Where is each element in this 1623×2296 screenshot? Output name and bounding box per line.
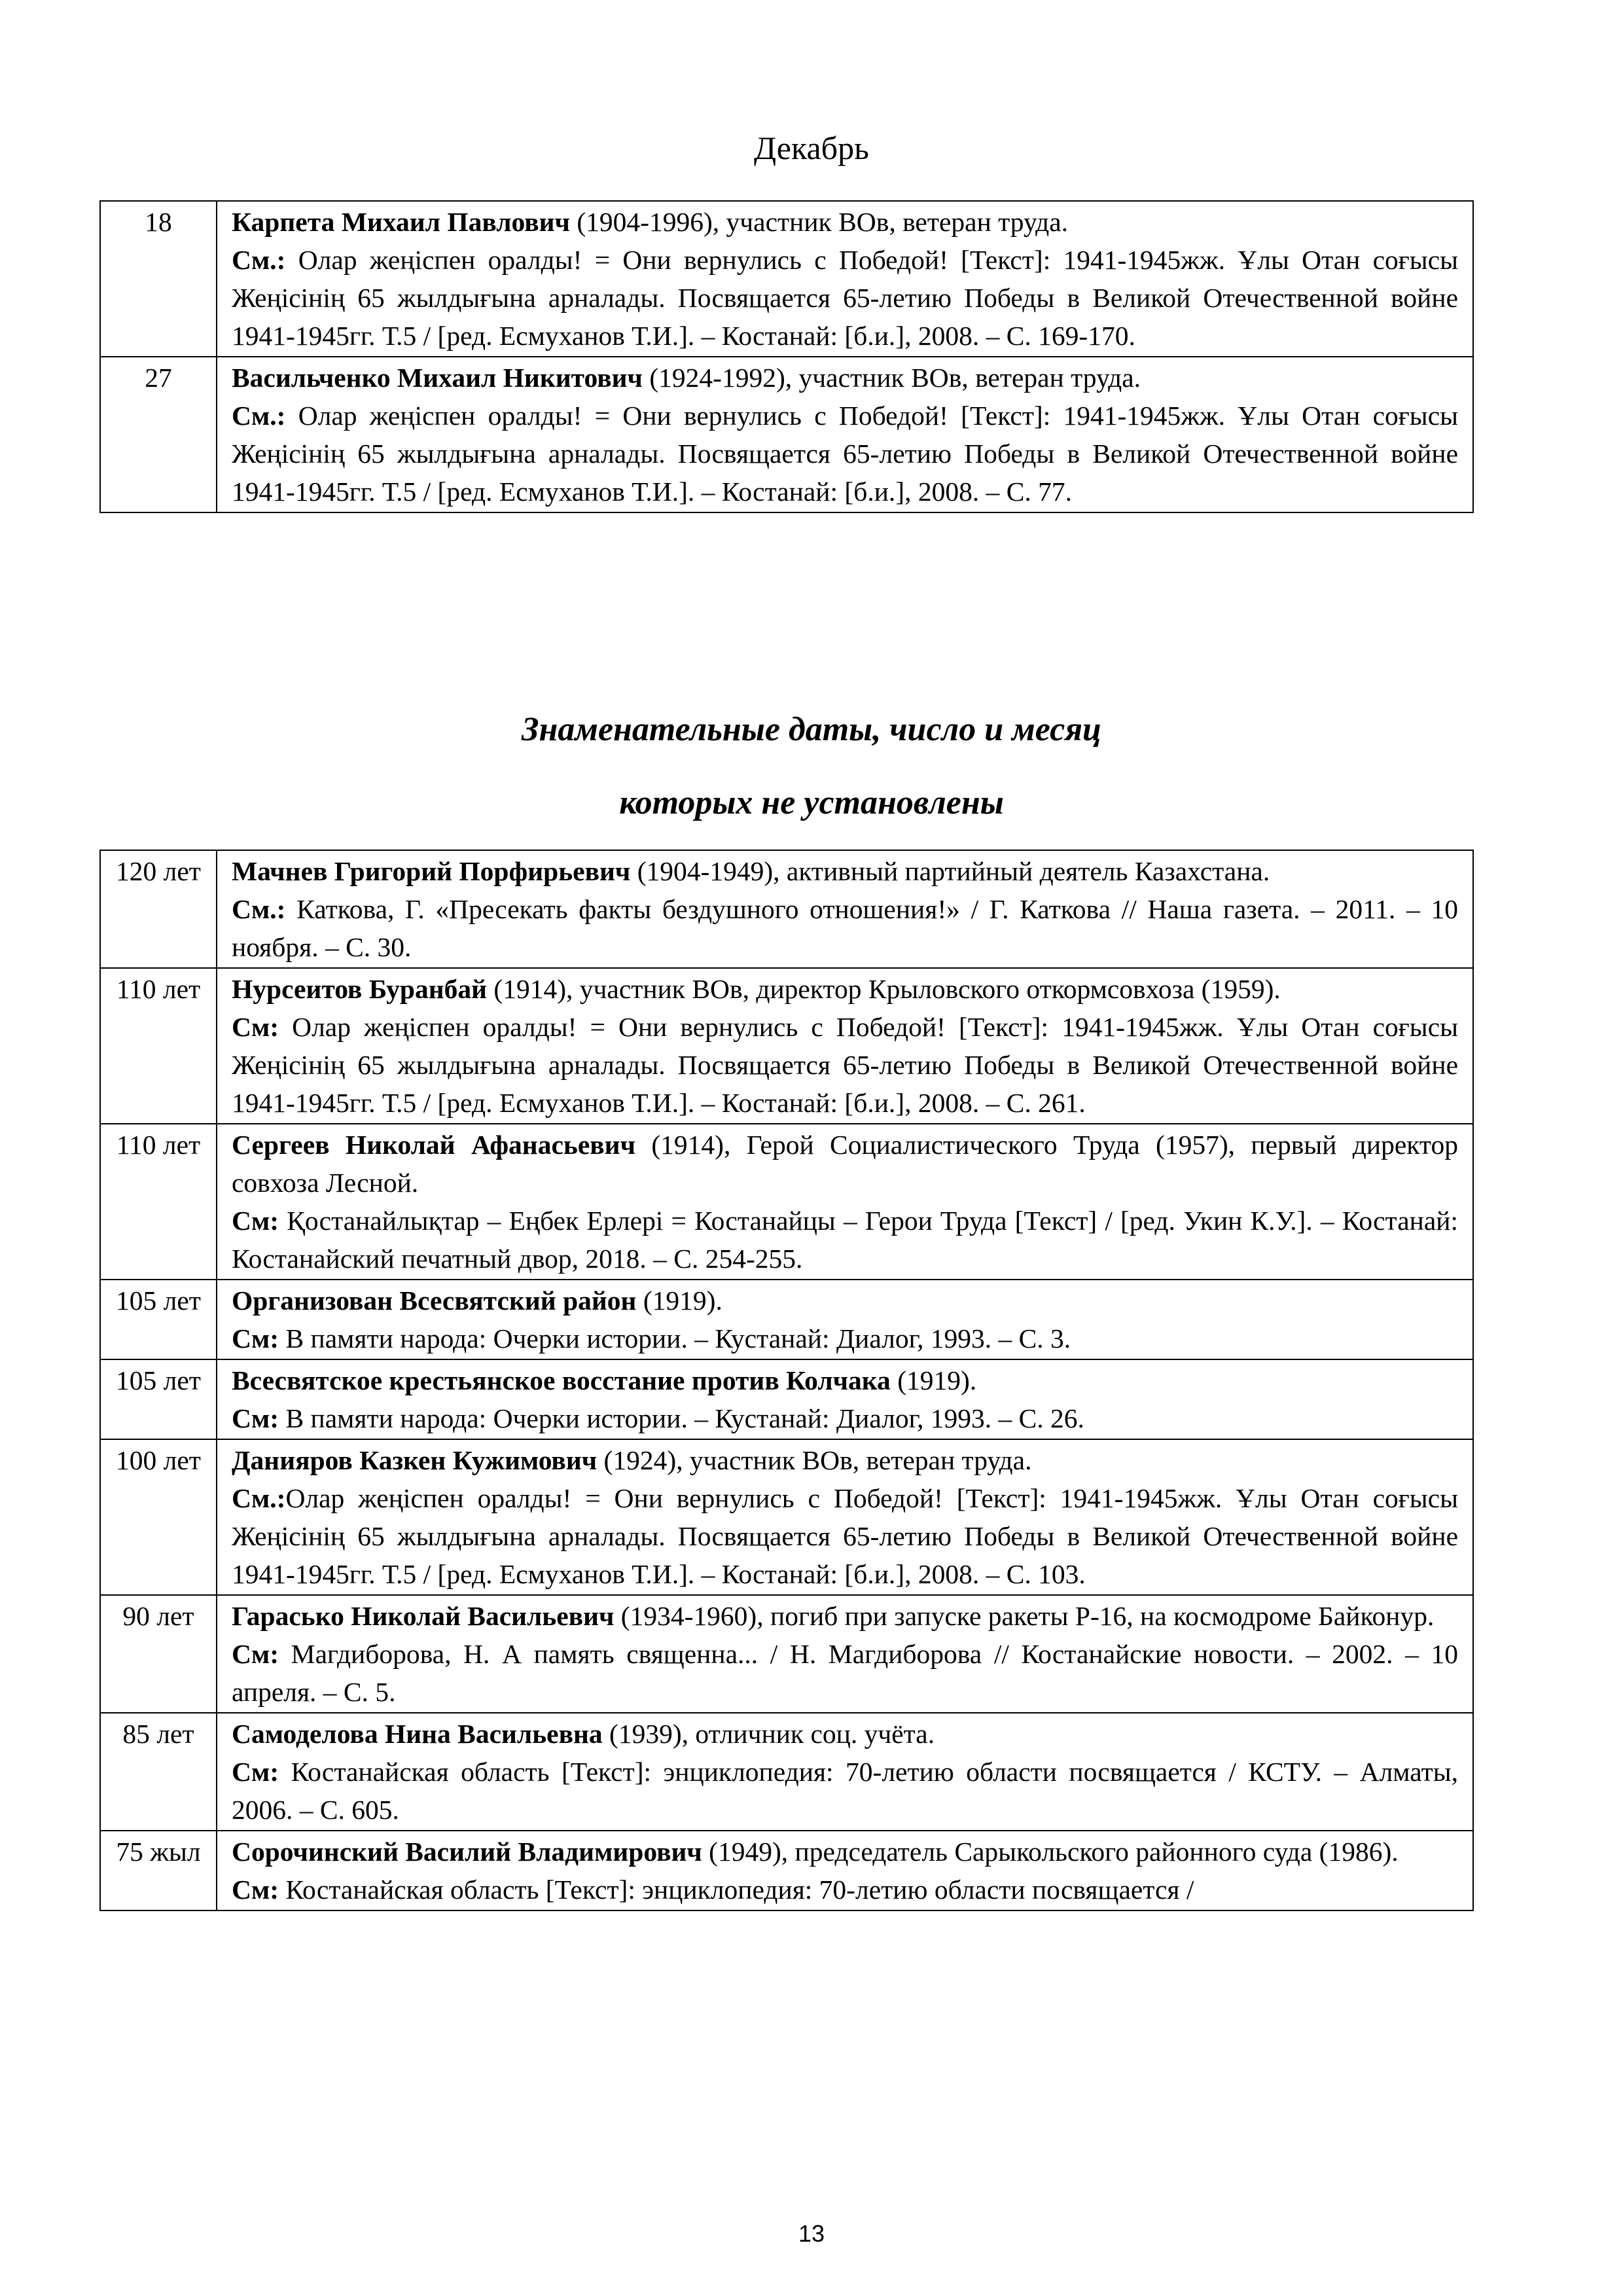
entry-description: (1914), участник ВОв, директор Крыловского откормсовхоза (1959). [487,974,1281,1004]
entry-name: Данияров Казкен Кужимович [232,1445,597,1475]
entry-description: (1904-1996), участник ВОв, ветеран труда. [569,207,1069,237]
entry-text [217,1595,1473,1713]
table-row [100,1359,1473,1439]
see-label: См.: [232,894,286,924]
entry-date: 85 лет [100,1713,217,1831]
see-reference: Олар жеңіспен оралды! = Они вернулись с Победой! [Текст]: 1941-1945жж. Ұлы Отан соғысы Жеңісінің 65 жылдығына арналады. Посвящается 65-летию Победы в Великой Отечественной войне 1941-1945гг. Т.5 / [ред. Есмуханов Т.И.]. – Костанай: [б.и.], 2008. – С. 77. [232,401,1458,507]
entry-name: Васильченко Михаил Никитович [232,363,643,393]
entry-date: 105 лет [100,1359,217,1439]
entry-text [217,1831,1473,1910]
see-label: См: [232,1403,279,1433]
see-reference: Каткова, Г. «Пресекать факты бездушного отношения!» / Г. Каткова // Наша газета. – 2011. – 10 ноября. – С. 30. [232,894,1458,962]
entry-description: (1919). [636,1285,722,1316]
entry-description: (1924), участник ВОв, ветеран труда. [597,1445,1032,1475]
entry-name: Самоделова Нина Васильевна [232,1719,603,1749]
entry-name: Гарасько Николай Васильевич [232,1601,615,1631]
entry-text [217,1124,1473,1280]
entry-description: (1949), председатель Сарыкольского районного суда (1986). [702,1837,1399,1867]
entry-name: Организован Всесвятский район [232,1285,637,1316]
see-label: См: [232,1206,279,1236]
see-label: См: [232,1639,279,1669]
entry-date: 100 лет [100,1439,217,1595]
entry-name: Сергеев Николай Афанасьевич [232,1130,635,1160]
entry-text [217,850,1473,968]
entry-text [217,1359,1473,1439]
entry-text [217,968,1473,1124]
table-row [100,850,1473,968]
table-row [100,1439,1473,1595]
table-row [100,1280,1473,1359]
see-label: См: [232,1874,279,1905]
see-reference: Костанайская область [Текст]: энциклопедия: 70-летию области посвящается / КСТУ. – Алматы, 2006. – С. 605. [232,1757,1458,1825]
entry-name: Нурсеитов Буранбай [232,974,488,1004]
table-row [100,1831,1473,1910]
entry-date: 110 лет [100,968,217,1124]
entry-description: (1939), отличник соц. учёта. [602,1719,935,1749]
section-title: Знаменательные даты, число и месяц [522,711,1101,748]
table-row [100,1713,1473,1831]
entry-date: 27 [100,357,217,512]
entry-description: (1934-1960), погиб при запуске ракеты Р-16, на космодроме Байконур. [614,1601,1435,1631]
entry-description: (1914), Герой Социалистического Труда (1957), первый директор совхоза Лесной. [232,1130,1458,1198]
see-label: См.: [232,401,286,431]
table-row [100,1124,1473,1280]
entry-name: Мачнев Григорий Порфирьевич [232,856,631,886]
see-reference: Олар жеңіспен оралды! = Они вернулись с Победой! [Текст]: 1941-1945жж. Ұлы Отан соғысы Жеңісінің 65 жылдығына арналады. Посвящается 65-летию Победы в Великой Отечественной войне 1941-1945гг. Т.5 / [ред. Есмуханов Т.И.]. – Костанай: [б.и.], 2008. – С. 261. [232,1012,1458,1118]
see-reference: Олар жеңіспен оралды! = Они вернулись с Победой! [Текст]: 1941-1945жж. Ұлы Отан соғысы Жеңісінің 65 жылдығына арналады. Посвящается 65-летию Победы в Великой Отечественной войне 1941-1945гг. Т.5 / [ред. Есмуханов Т.И.]. – Костанай: [б.и.], 2008. – С. 103. [232,1483,1458,1589]
see-reference: Магдиборова, Н. А память священна... / Н. Магдиборова // Костанайские новости. – 2002. – 10 апреля. – С. 5. [232,1639,1458,1707]
see-reference: Костанайская область [Текст]: энциклопедия: 70-летию области посвящается / [279,1874,1194,1905]
entry-name: Карпета Михаил Павлович [232,207,570,237]
page-number: 13 [798,2220,825,2247]
entry-name: Всесвятское крестьянское восстание против Колчака [232,1365,891,1395]
see-label: См.: [232,245,286,275]
entry-date: 120 лет [100,850,217,968]
entry-text [217,201,1473,357]
entry-text [217,1280,1473,1359]
entry-date: 105 лет [100,1280,217,1359]
see-reference: В памяти народа: Очерки истории. – Кустанай: Диалог, 1993. – С. 3. [279,1323,1071,1354]
undated-table [99,850,1474,1911]
entry-text [217,357,1473,512]
table-row [100,968,1473,1124]
see-reference: Олар жеңіспен оралды! = Они вернулись с Победой! [Текст]: 1941-1945жж. Ұлы Отан соғысы Жеңісінің 65 жылдығына арналады. Посвящается 65-летию Победы в Великой Отечественной войне 1941-1945гг. Т.5 / [ред. Есмуханов Т.И.]. – Костанай: [б.и.], 2008. – С. 169-170. [232,245,1458,351]
entry-text [217,1713,1473,1831]
see-label: См: [232,1323,279,1354]
see-label: См: [232,1757,279,1787]
entry-date: 110 лет [100,1124,217,1280]
entry-date: 18 [100,201,217,357]
table-row [100,1595,1473,1713]
entry-description: (1919). [890,1365,977,1395]
entry-date: 90 лет [100,1595,217,1713]
table-row [100,357,1473,512]
see-label: См: [232,1012,279,1042]
entry-description: (1924-1992), участник ВОв, ветеран труда. [642,363,1141,393]
table-row [100,201,1473,357]
see-reference: Қостанайлықтар – Еңбек Ерлері = Костанайцы – Герои Труда [Текст] / [ред. Укин К.У.]. – Костанай: Костанайский печатный двор, 2018. – С. 254-255. [232,1206,1458,1274]
see-label: См.: [232,1483,286,1513]
entry-text [217,1439,1473,1595]
entry-date: 75 жыл [100,1831,217,1910]
month-heading: Декабрь [754,130,869,166]
entry-description: (1904-1949), активный партийный деятель Казахстана. [630,856,1270,886]
section-subtitle: которых не установлены [619,784,1004,821]
see-reference: В памяти народа: Очерки истории. – Кустанай: Диалог, 1993. – С. 26. [279,1403,1084,1433]
december-table [99,200,1474,513]
entry-name: Сорочинский Василий Владимирович [232,1837,702,1867]
